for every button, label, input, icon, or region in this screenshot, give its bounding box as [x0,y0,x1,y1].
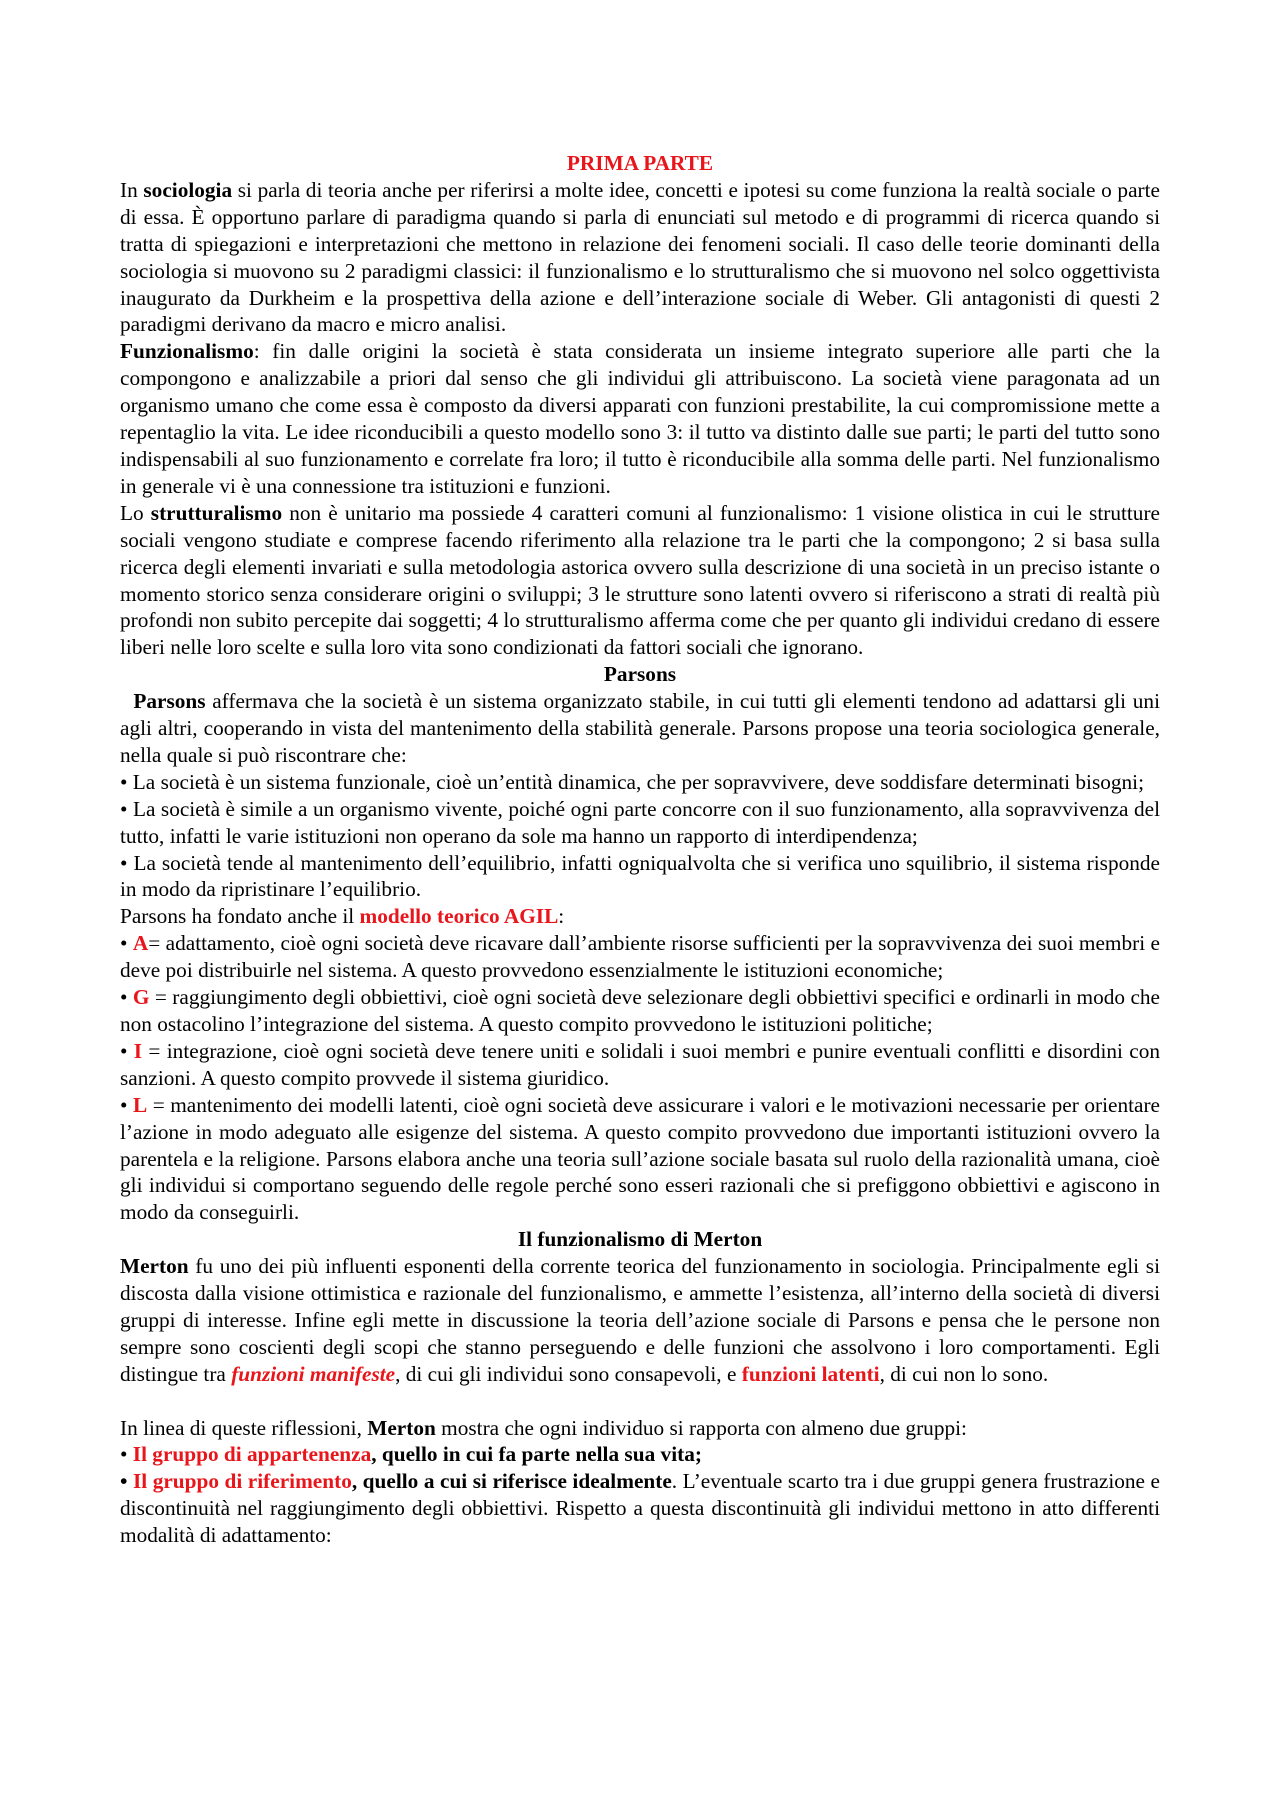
text-run: : [558,904,565,929]
text-run: , di cui gli individui sono consapevoli, e [395,1361,742,1386]
paragraph-parsons [120,688,1160,769]
bullet-item-3: • La società tende al mantenimento dell’equilibrio, infatti ogniqualvolta che si verifica uno squilibrio, il sistema risponde in modo da ripristinare l’equilibrio. [120,850,1160,902]
paragraph-funzionalismo [120,338,1160,499]
bullet-glyph: • [120,931,133,956]
agil-letter-g: G [132,985,150,1010]
red-term-gruppo-appartenenza: Il gruppo di appartenenza [132,1442,372,1467]
text-run: , di cui non lo sono. [879,1361,1049,1386]
bullet-glyph: • [120,1038,134,1063]
red-term-agil: modello teorico AGIL [359,904,559,929]
text-run: : fin dalle origini la società è stata considerata un insieme integrato superiore alle parti che la compongono e analizzabile a priori dal senso che gli individui gli attribuiscono. La società viene paragonata ad un organismo umano che come essa è composto da diversi apparati con funzioni prestabilite, la cui compromissione mette a repentaglio la vita. Le idee riconducibili a questo modello sono 3: il tutto va distinto dalle sue parti; le parti del tutto sono indispensabili al suo funzionamento e correlate fra loro; il tutto è riconducibile alla somma delle parti. Nel funzionalismo in generale vi è una connessione tra istituzioni e funzioni. [120,339,1160,498]
bullet-item-2: • La società è simile a un organismo vivente, poiché ogni parte concorre con il suo funzionamento, alla sopravvivenza del tutto, infatti le varie istituzioni non operano da sole ma hanno un rapporto di interdipendenza; [120,796,1160,848]
agil-letter-l: L [132,1092,148,1117]
text-run: affermava che la società è un sistema organizzato stabile, in cui tutti gli elementi tendono ad adattarsi gli uni agli altri, cooperando in vista del mantenimento della stabilità generale. Parsons propose una teoria sociologica generale, nella quale si può riscontrare che: [120,689,1160,767]
red-term-gruppo-riferimento: Il gruppo di riferimento [132,1469,352,1494]
bold-text-run: , quello a cui si riferisce idealmente [351,1469,672,1494]
paragraph-strutturalismo [120,500,1160,661]
text-run: In linea di queste riflessioni, [120,1415,368,1440]
bold-term-merton: Merton [367,1415,436,1440]
bold-term-strutturalismo: strutturalismo [150,500,283,525]
bold-term-parsons: Parsons [133,689,206,714]
text-run: In [120,177,144,202]
bullet-glyph: • [120,1442,133,1467]
blank-line [120,1388,1160,1415]
heading-merton: Il funzionalismo di Merton [517,1227,763,1252]
document-title: PRIMA PARTE [566,151,714,175]
text-run: mostra che ogni individuo si rapporta con almeno due gruppi: [435,1415,967,1440]
bullet-glyph: • [120,1092,133,1117]
paragraph-merton [120,1253,1160,1388]
agil-intro [120,903,1160,930]
red-term-funzioni-manifeste: funzioni manifeste [231,1361,396,1386]
agil-bullet-i [120,1038,1160,1092]
agil-bullet-g [120,984,1160,1038]
bullet-item-1: • La società è un sistema funzionale, cioè un’entità dinamica, che per sopravvivere, deve soddisfare determinati bisogni; [120,769,1145,794]
text-run: Parsons ha fondato anche il [120,904,360,929]
agil-bullet-l [120,1092,1160,1227]
agil-bullet-a [120,930,1160,984]
bullet-gruppo-appartenenza [120,1441,1160,1468]
text-run: si parla di teoria anche per riferirsi a molte idee, concetti e ipotesi su come funziona la realtà sociale o parte di essa. È opportuno parlare di paradigma quando si parla di enunciati sul metodo e di programmi di ricerca quando si tratta di spiegazioni e interpretazioni che mettono in relazione dei fenomeni sociali. Il caso delle teorie dominanti della sociologia si muovono su 2 paradigmi classici: il funzionalismo e lo strutturalismo che si muovono nel solco oggettivista inaugurato da Durkheim e la prospettiva della azione e dell’interazione sociale di Weber. Gli antagonisti di questi 2 paradigmi derivano da macro e micro analisi. [120,177,1160,337]
bullet-glyph: • [120,1469,133,1494]
text-run: Lo [120,500,151,525]
paragraph-merton-gruppi [120,1415,1160,1442]
bullet-glyph: • [120,985,133,1010]
text-run: = raggiungimento degli obbiettivi, cioè ogni società deve selezionare degli obbiettivi specifici e ordinarli in modo che non ostacolino l’integrazione del sistema. A questo compito provvedono le istituzioni politiche; [120,985,1161,1036]
heading-parsons: Parsons [603,662,677,687]
intro-paragraph-sociologia [120,177,1160,338]
bold-term-merton: Merton [120,1254,189,1279]
text-run: = adattamento, cioè ogni società deve ricavare dall’ambiente risorse sufficienti per la sopravvivenza dei suoi membri e deve poi distribuirle nel sistema. A questo provvedono essenzialmente le istituzioni economiche; [120,931,1161,983]
bold-term-funzionalismo: Funzionalismo [120,339,254,364]
text-run: non è unitario ma possiede 4 caratteri comuni al funzionalismo: 1 visione olistica in cui le strutture sociali vengono studiate e comprese facendo riferimento alla relazione tra le parti che la compongono; 2 si basa sulla ricerca degli elementi invariati e sulla metodologia astorica ovvero sulla descrizione di una società in un preciso istante o momento storico senza considerare origini o sviluppi; 3 le strutture sono latenti ovvero si riferiscono a strati di realtà più profondi non subito percepite dai soggetti; 4 lo strutturalismo afferma come che per quanto gli individui credano di essere liberi nelle loro scelte e sulla loro vita sono condizionati da fattori sociali che ignorano. [120,500,1160,660]
text-run: = integrazione, cioè ogni società deve tenere uniti e solidali i suoi membri e punire eventuali conflitti e disordini con sanzioni. A questo compito provvede il sistema giuridico. [120,1038,1160,1090]
bold-term-sociologia: sociologia [143,177,233,202]
bold-text-run: , quello in cui fa parte nella sua vita; [371,1442,702,1467]
agil-letter-i: I [133,1038,143,1063]
text-run: . L’eventuale scarto tra i due gruppi genera frustrazione e discontinuità nel raggiungimento degli obbiettivi. Rispetto a questa discontinuità gli individui mettono in atto differenti modalità di adattamento: [120,1469,1160,1548]
agil-letter-a: A [132,931,149,956]
text-run: fu uno dei più influenti esponenti della corrente teorica del funzionamento in sociologia. Principalmente egli si discosta dalla visione ottimistica e razionale del funzionalismo, e ammette l’esistenza, all’interno della società di diversi gruppi di interesse. Infine egli mette in discussione la teoria dell’azione sociale di Parsons e pensa che le persone non sempre sono coscienti degli scopi che stanno perseguendo e delle funzioni che assolvono i loro comportamenti. Egli distingue tra [120,1254,1160,1386]
red-term-funzioni-latenti: funzioni latenti [741,1361,880,1386]
text-run [120,689,133,713]
text-run: = mantenimento dei modelli latenti, cioè ogni società deve assicurare i valori e le motivazioni necessarie per orientare l’azione in modo adeguato alle esigenze del sistema. A questo compito provvedono due importanti istituzioni ovvero la parentela e la religione. Parsons elabora anche una teoria sull’azione sociale basata sul ruolo della razionalità umana, cioè gli individui si comportano seguendo delle regole perché sono esseri razionali che si prefiggono obbiettivi e agiscono in modo da conseguirli. [120,1092,1161,1225]
bullet-gruppo-riferimento [120,1468,1160,1549]
